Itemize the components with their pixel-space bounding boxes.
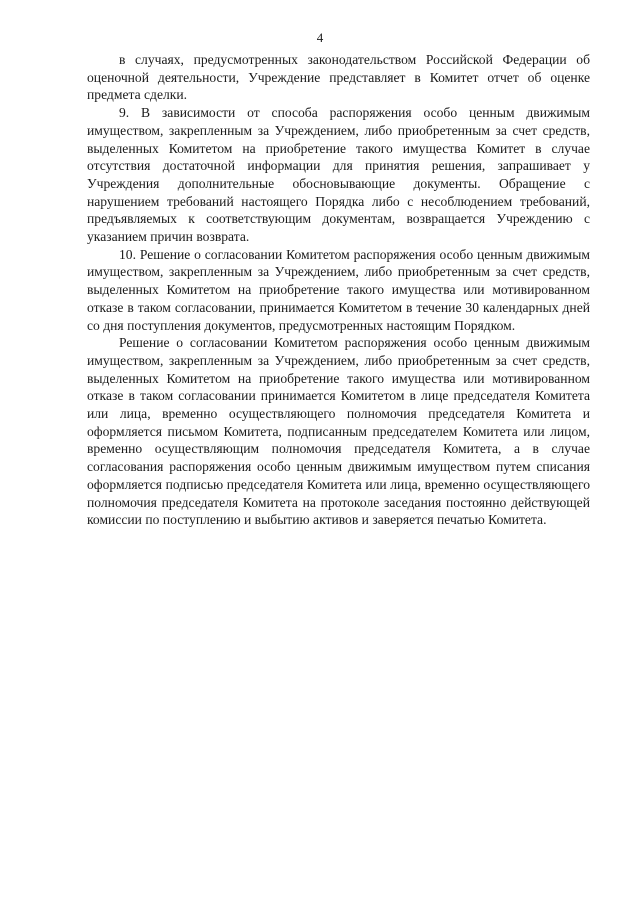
paragraph-continuation: в случаях, предусмотренных законодательством Российской Федерации об оценочной деятельности, Учреждение представляет в Комитет отчет об оценке предмета сделки. — [87, 52, 590, 103]
paragraph-item-10: 10. Решение о согласовании Комитетом распоряжения особо ценным движимым имуществом, закрепленным за Учреждением, либо приобретенным за счет средств, выделенных Комитетом на приобретение такого имущества или мотивированном отказе в таком согласовании, принимается Комитетом в течение 30 календарных дней со дня поступления документов, предусмотренных настоящим Порядком. — [87, 246, 590, 333]
document-body — [87, 51, 590, 529]
paragraph-decision: Решение о согласовании Комитетом распоряжения особо ценным движимым имуществом, закрепленным за Учреждением, либо приобретенным за счет средств, выделенных Комитетом на приобретение такого имущества или мотивированном отказе в таком согласовании принимается Комитетом в лице председателя Комитета или лица, временно осуществляющего полномочия председателя Комитета и оформляется письмом Комитета, подписанным председателем Комитета или лицом, временно осуществляющим полномочия председателя Комитета, а в случае согласования распоряжения особо ценным движимым имуществом путем списания оформляется подписью председателя Комитета или лица, временно осуществляющего полномочия председателя Комитета на протоколе заседания постоянно действующей комиссии по поступлению и выбытию активов и заверяется печатью Комитета. — [87, 335, 590, 528]
paragraph-item-9: 9. В зависимости от способа распоряжения особо ценным движимым имуществом, закрепленным за Учреждением, либо приобретенным за счет средств, выделенных Комитетом на приобретение такого имущества Комитет в случае отсутствия достаточной информации для принятия решения, запрашивает у Учреждения дополнительные обосновывающие документы. Обращение с нарушением требований настоящего Порядка либо с несоблюдением требований, предъявляемых к соответствующим документам, возвращается Учреждению с указанием причин возврата. — [87, 105, 590, 245]
page-number: 4 — [316, 30, 324, 45]
